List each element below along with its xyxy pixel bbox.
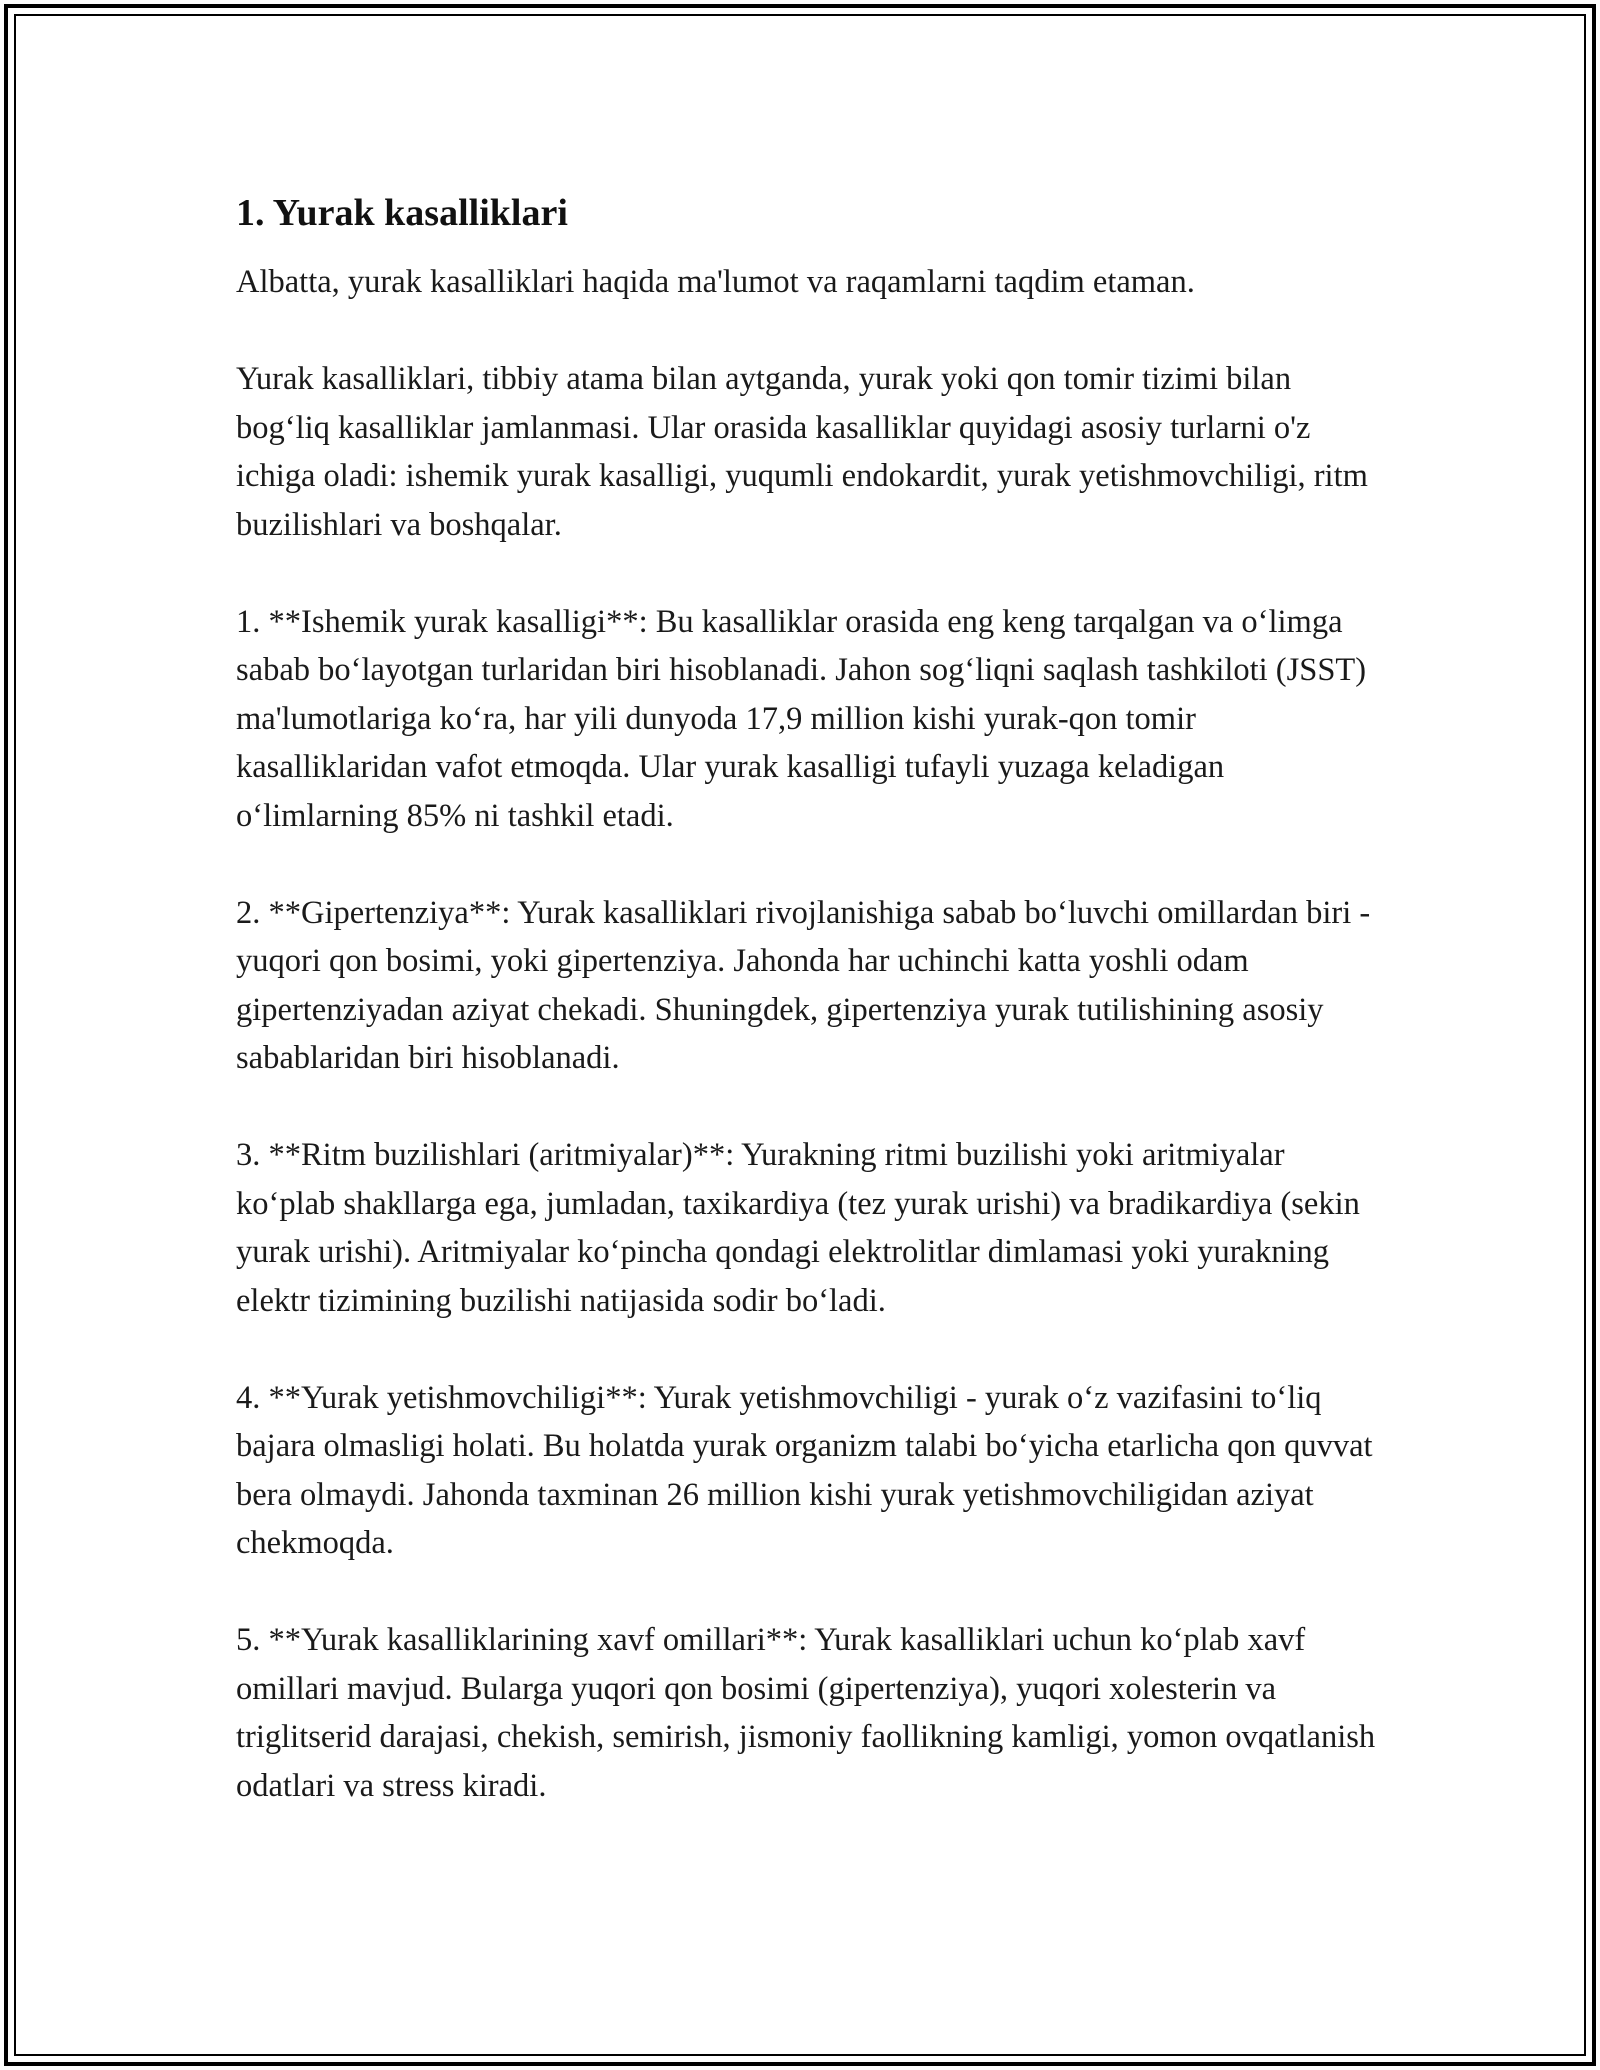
paragraph-overview: Yurak kasalliklari, tibbiy atama bilan aytganda, yurak yoki qon tomir tizimi bilan bog‘liq kasalliklar jamlanmasi. Ular orasida kasalliklar quyidagi asosiy turlarni o'z ichiga oladi: ishemik yurak kasalligi, yuqumli endokardit, yurak yetishmovchiligi, ritm buzilishlari va boshqalar. xyxy=(236,361,1368,543)
paragraph-heart-failure: 4. **Yurak yetishmovchiligi**: Yurak yetishmovchiligi - yurak o‘z vazifasini to‘liq bajara olmasligi holati. Bu holatda yurak organizm talabi bo‘yicha etarlicha qon quvvat bera olmaydi. Jahonda taxminan 26 million kishi yurak yetishmovchiligidan aziyat chekmoqda. xyxy=(236,1379,1373,1561)
paragraph-arrhythmias: 3. **Ritm buzilishlari (aritmiyalar)**: Yurakning ritmi buzilishi yoki aritmiyalar ko‘plab shakllarga ega, jumladan, taxikardiya (tez yurak urishi) va bradikardiya (sekin yurak urishi). Aritmiyalar ko‘pincha qondagi elektrolitlar dimlamasi yoki yurakning elektr tizimining buzilishi natijasida sodir bo‘ladi. xyxy=(236,1137,1360,1319)
paragraph-hypertension: 2. **Gipertenziya**: Yurak kasalliklari rivojlanishiga sabab bo‘luvchi omillardan biri - yuqori qon bosimi, yoki gipertenziya. Jahonda har uchinchi katta yoshli odam gipertenziyadan aziyat chekadi. Shuningdek, gipertenziya yurak tutilishining asosiy sabablaridan biri hisoblanadi. xyxy=(236,894,1371,1076)
paragraph-risk-factors: 5. **Yurak kasalliklarining xavf omillari**: Yurak kasalliklari uchun ko‘plab xavf omillari mavjud. Bularga yuqori qon bosimi (gipertenziya), yuqori xolesterin va triglitserid darajasi, chekish, semirish, jismoniy faollikning kamligi, yomon ovqatlanish odatlari va stress kiradi. xyxy=(236,1622,1376,1804)
document-title: 1. Yurak kasalliklari xyxy=(236,192,568,234)
document-body xyxy=(236,186,1376,1859)
paragraph-intro: Albatta, yurak kasalliklari haqida ma'lumot va raqamlarni taqdim etaman. xyxy=(236,264,1195,300)
paragraph-ischemic-heart-disease: 1. **Ishemik yurak kasalligi**: Bu kasalliklar orasida eng keng tarqalgan va o‘limga sabab bo‘layotgan turlaridan biri hisoblanadi. Jahon sog‘liqni saqlash tashkiloti (JSST) ma'lumotlariga ko‘ra, har yili dunyoda 17,9 million kishi yurak-qon tomir kasalliklaridan vafot etmoqda. Ular yurak kasalligi tufayli yuzaga keladigan o‘limlarning 85% ni tashkil etadi. xyxy=(236,603,1367,834)
